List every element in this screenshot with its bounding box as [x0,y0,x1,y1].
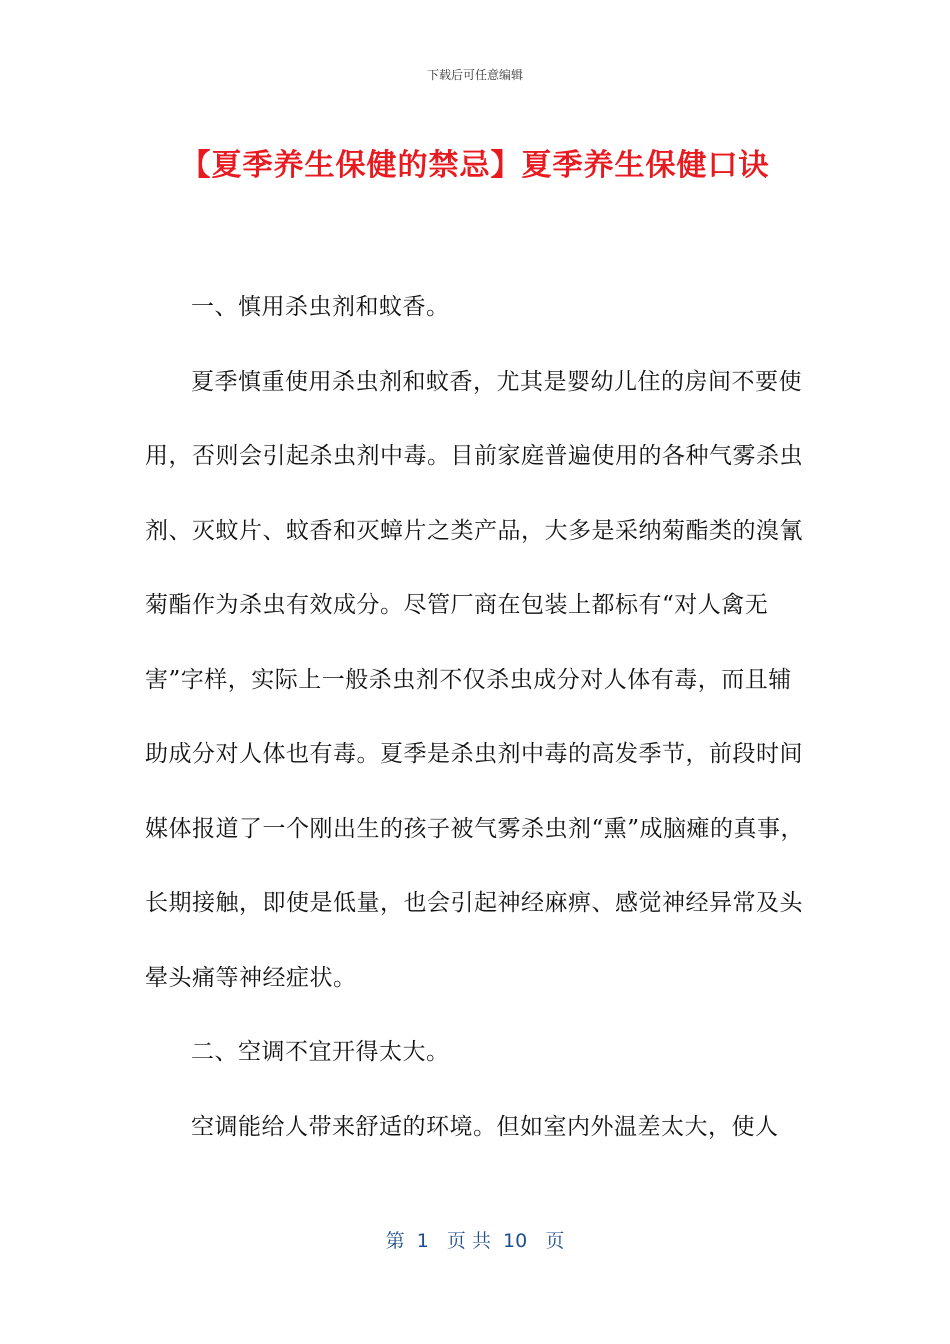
header-note: 下载后可任意编辑 [426,68,523,82]
document-body [145,270,805,1164]
section-heading-1: 一、慎用杀虫剂和蚊香。 [191,294,450,320]
section-heading-2: 二、空调不宜开得太大。 [191,1039,450,1065]
page-number-footer: 第 1 页 共 10 页 [385,1230,565,1252]
document-title: 【夏季养生保健的禁忌】夏季养生保健口诀 [180,148,770,183]
paragraph-insecticide: 夏季慎重使用杀虫剂和蚊香，尤其是婴幼儿住的房间不要使用，否则会引起杀虫剂中毒。目前家庭普遍使用的各种气雾杀虫剂、灭蚊片、蚊香和灭蟑片之类产品，大多是采纳菊酯类的溴氰菊酯作为杀虫有效成分。尽管厂商在包装上都标有“对人禽无害”字样，实际上一般杀虫剂不仅杀虫成分对人体有毒，而且辅助成分对人体也有毒。夏季是杀虫剂中毒的高发季节，前段时间媒体报道了一个刚出生的孩子被气雾杀虫剂“熏”成脑瘫的真事，长期接触，即使是低量，也会引起神经麻痹、感觉神经异常及头晕头痛等神经症状。 [145,368,805,991]
paragraph-air-conditioning: 空调能给人带来舒适的环境。但如室内外温差太大，使人 [191,1113,779,1140]
